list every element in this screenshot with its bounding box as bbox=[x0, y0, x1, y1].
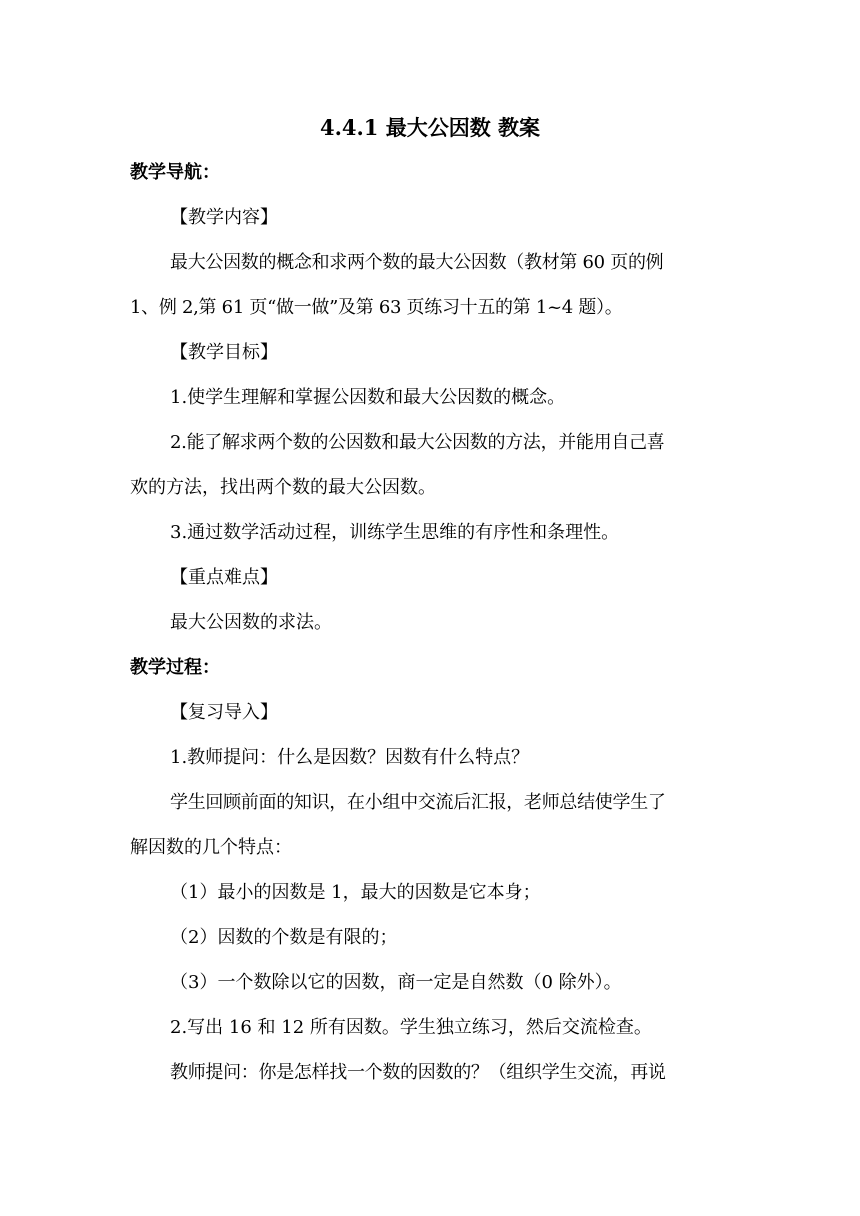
paragraph-line: 2.能了解求两个数的公因数和最大公因数的方法，并能用自己喜 bbox=[170, 432, 665, 453]
paragraph-line: 1、例 2,第 61 页“做一做”及第 63 页练习十五的第 1~4 题）。 bbox=[130, 297, 623, 318]
paragraph-line: 欢的方法，找出两个数的最大公因数。 bbox=[130, 477, 436, 498]
paragraph-line: 最大公因数的求法。 bbox=[170, 612, 332, 633]
subheading-teaching-goals: 【教学目标】 bbox=[170, 342, 278, 363]
paragraph-line: 学生回顾前面的知识，在小组中交流后汇报，老师总结使学生了 bbox=[170, 792, 666, 813]
document-title: 4.4.1 最大公因数 教案 bbox=[319, 115, 541, 140]
paragraph-line: 1.教师提问：什么是因数？因数有什么特点？ bbox=[170, 747, 530, 768]
section-heading-teaching-guide: 教学导航： bbox=[130, 162, 220, 183]
subheading-review: 【复习导入】 bbox=[170, 702, 278, 723]
section-heading-teaching-process: 教学过程： bbox=[130, 657, 220, 678]
list-item: （3）一个数除以它的因数，商一定是自然数（0 除外）。 bbox=[170, 972, 622, 993]
paragraph-line: 最大公因数的概念和求两个数的最大公因数（教材第 60 页的例 bbox=[170, 252, 664, 273]
subheading-key-points: 【重点难点】 bbox=[170, 567, 278, 588]
paragraph-line: 教师提问：你是怎样找一个数的因数的？（组织学生交流，再说 bbox=[170, 1062, 666, 1083]
list-item: （2）因数的个数是有限的； bbox=[170, 927, 398, 948]
document-body bbox=[130, 155, 735, 1100]
paragraph-line: 2.写出 16 和 12 所有因数。学生独立练习，然后交流检查。 bbox=[170, 1017, 652, 1038]
paragraph-line: 3.通过数学活动过程，训练学生思维的有序性和条理性。 bbox=[170, 522, 620, 543]
list-item: （1）最小的因数是 1，最大的因数是它本身； bbox=[170, 882, 541, 903]
paragraph-line: 1.使学生理解和掌握公因数和最大公因数的概念。 bbox=[170, 387, 566, 408]
subheading-teaching-content: 【教学内容】 bbox=[170, 207, 278, 228]
paragraph-line: 解因数的几个特点： bbox=[130, 837, 292, 858]
